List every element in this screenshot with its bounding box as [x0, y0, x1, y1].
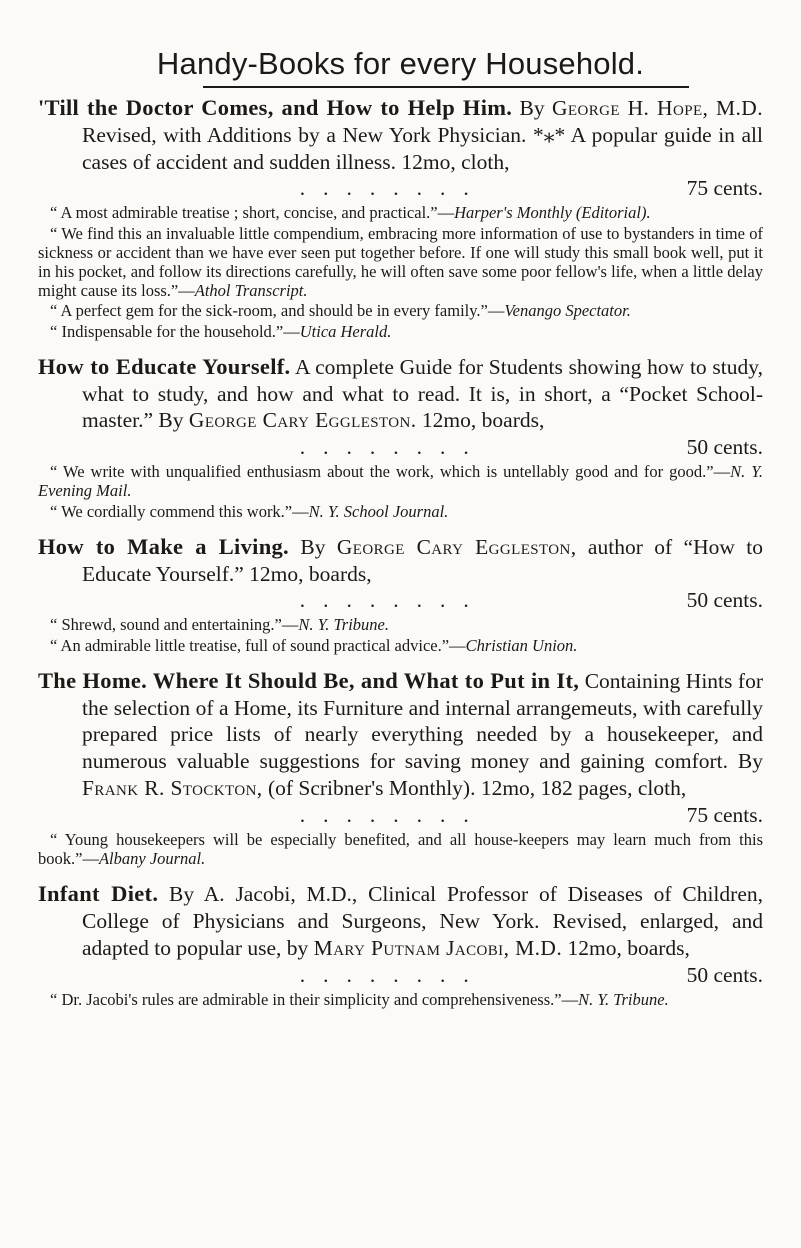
- entry-description: [38, 881, 763, 961]
- book-title: The Home. Where It Should Be, and What to Put in It,: [38, 667, 580, 693]
- author-name: George H. Hope, M.D.: [551, 96, 764, 120]
- author-name: Frank R. Stockton,: [82, 776, 263, 800]
- review-source: Athol Transcript.: [194, 281, 308, 301]
- review-quote: “ An admirable little treatise, full of sound practical advice.”—: [50, 635, 466, 655]
- book-price: 75 cents.: [686, 802, 763, 827]
- price-line: [38, 802, 763, 829]
- review-source: Venango Spectator.: [504, 301, 631, 321]
- press-review: [38, 636, 763, 655]
- review-source: N. Y. Tribune.: [298, 615, 389, 635]
- book-price: 50 cents.: [686, 588, 763, 613]
- press-review: [38, 990, 763, 1009]
- book-title: 'Till the Doctor Comes, and How to Help Him.: [38, 95, 513, 120]
- leader-dots: ........: [299, 176, 487, 201]
- description-text: (of Scribner's Monthly). 12mo, 182 pages, cloth,: [262, 776, 687, 800]
- description-text: 12mo, boards,: [416, 408, 545, 433]
- review-quote: “ A most admirable treatise ; short, concise, and practical.”—: [50, 203, 455, 223]
- header-rule: [203, 86, 689, 88]
- leader-dots: ........: [299, 962, 487, 987]
- book-entry: [38, 95, 763, 341]
- description-text: By: [288, 534, 337, 559]
- review-quote: “ Young housekeepers will be especially benefited, and all house-keepers may learn much from this book.”—: [38, 829, 763, 868]
- description-text: Containing Hints for the selection of a Home, its Furniture and internal arrangemeuts, with carefully prepared price lists of nearly everything needed by a housekeeper, and numerous valuable suggestions for saving money and gaining comfort. By: [82, 668, 763, 774]
- author-name: Mary Putnam Jacobi, M.D.: [313, 935, 563, 960]
- review-source: Harper's Monthly (Editorial).: [454, 203, 651, 223]
- press-review: [38, 224, 763, 301]
- book-title: Infant Diet.: [38, 881, 159, 907]
- review-source: Albany Journal.: [98, 849, 206, 868]
- book-price: 50 cents.: [686, 435, 763, 460]
- press-review: [38, 301, 763, 320]
- review-quote: “ A perfect gem for the sick-room, and should be in every family.”—: [50, 301, 505, 321]
- description-text: author of “How to Educate Yourself.” 12mo, boards,: [82, 534, 764, 586]
- description-text: 12mo, boards,: [562, 935, 690, 960]
- book-entry: [38, 354, 763, 521]
- review-quote: “ Indispensable for the household.”—: [50, 321, 300, 341]
- price-line: [38, 434, 763, 461]
- book-price: 50 cents.: [686, 962, 763, 987]
- book-entry: [38, 881, 763, 1009]
- review-quote: “ Dr. Jacobi's rules are admirable in their simplicity and comprehensiveness.”—: [50, 989, 579, 1009]
- author-name: George Cary Eggleston,: [336, 534, 577, 559]
- book-entry: [38, 668, 763, 868]
- book-title: How to Make a Living.: [38, 533, 289, 559]
- book-entry: [38, 534, 763, 655]
- author-name: George Cary Eggleston.: [188, 408, 417, 433]
- press-review: [38, 203, 763, 222]
- leader-dots: ........: [299, 802, 487, 827]
- entry-description: [38, 354, 763, 434]
- review-quote: “ We write with unqualified enthusiasm about the work, which is untellably good and for good.”—: [50, 462, 731, 482]
- leader-dots: ........: [299, 588, 487, 613]
- review-source: Christian Union.: [465, 635, 578, 655]
- press-review: [38, 502, 763, 521]
- price-line: [38, 175, 763, 202]
- press-review: [38, 830, 763, 868]
- book-price: 75 cents.: [686, 176, 763, 201]
- running-head: Handy-Books for every Household.: [156, 46, 645, 81]
- entry-description: [38, 95, 763, 175]
- review-source: Utica Herald.: [299, 321, 392, 341]
- review-source: N. Y. Tribune.: [578, 989, 669, 1009]
- press-review: [38, 322, 763, 341]
- review-source: N. Y. School Journal.: [308, 501, 449, 521]
- description-text: Revised, with Additions by a New York Physician. *⁎* A popular guide in all cases of accident and sudden illness. 12mo, cloth,: [82, 122, 763, 174]
- entry-description: [38, 534, 763, 588]
- press-review: [38, 462, 763, 500]
- review-quote: “ Shrewd, sound and entertaining.”—: [50, 615, 299, 635]
- press-review: [38, 615, 763, 634]
- price-line: [38, 962, 763, 989]
- description-text: By: [512, 96, 552, 120]
- entry-description: [38, 668, 763, 802]
- entry-list: [38, 95, 763, 1009]
- review-quote: “ We find this an invaluable little compendium, embracing more information of use to bystanders in time of sickness or accident than we have ever seen put together before. If one will study this small book well, put it in his pocket, and follow its directions carefully, he will often save some poor fellow's life, when a little delay might cause its loss.”—: [38, 223, 763, 301]
- review-quote: “ We cordially commend this work.”—: [50, 501, 309, 521]
- description-text: A complete Guide for Students showing how to study, what to study, and how and what to read. It is, in short, a “Pocket School-master.” By: [82, 354, 763, 433]
- leader-dots: ........: [299, 435, 487, 460]
- price-line: [38, 587, 763, 614]
- review-source: N. Y. Evening Mail.: [38, 462, 763, 501]
- description-text: By A. Jacobi, M.D., Clinical Professor of Diseases of Children, College of Physicians and Surgeons, New York. Revised, enlarged, and adapted to popular use, by: [82, 882, 763, 960]
- book-title: How to Educate Yourself.: [38, 353, 291, 379]
